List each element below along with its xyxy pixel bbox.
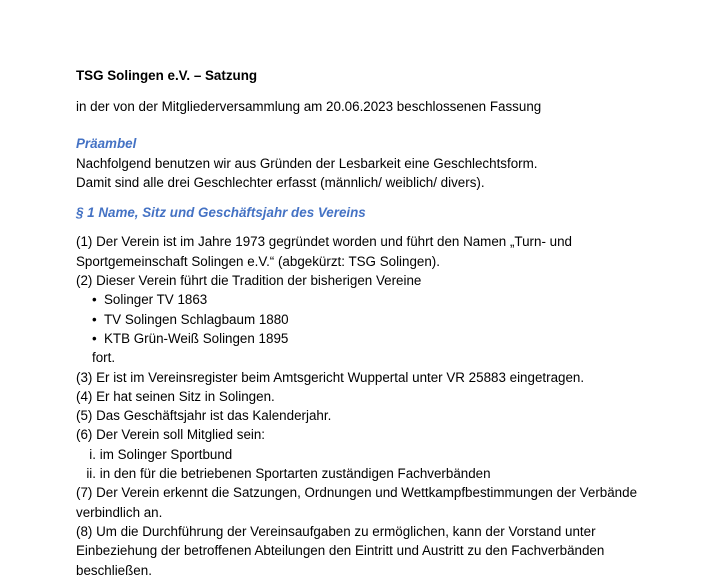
- paragraph-2-end: fort.: [92, 350, 116, 366]
- bullet-icon: •: [92, 311, 97, 327]
- document-subtitle: in der von der Mitgliederversammlung am 20.06.2023 beschlossenen Fassung: [76, 99, 542, 114]
- membership-list: [76, 445, 676, 484]
- paragraph-2: (2) Dieser Verein führt die Tradition der bisherigen Vereine: [76, 273, 422, 289]
- paragraph-1-line-1: (1) Der Verein ist im Jahre 1973 gegründet worden und führt den Namen „Turn- und: [76, 234, 572, 250]
- paragraph-4: (4) Er hat seinen Sitz in Solingen.: [76, 388, 275, 404]
- paragraph-7-line-1: (7) Der Verein erkennt die Satzungen, Ordnungen und Wettkampfbestimmungen der Verbände: [76, 485, 638, 501]
- document-page: [76, 66, 676, 580]
- bullet-icon: •: [92, 330, 97, 346]
- tradition-club-list: [76, 290, 676, 348]
- preamble-line-1: Nachfolgend benutzen wir aus Gründen der Lesbarkeit eine Geschlechtsform.: [76, 155, 538, 171]
- list-item: [76, 445, 676, 464]
- paragraph-5: (5) Das Geschäftsjahr ist das Kalenderjahr.: [76, 408, 332, 424]
- list-item: [76, 310, 676, 329]
- list-item-number: ii.: [86, 466, 96, 482]
- paragraph-7-line-2: verbindlich an.: [76, 504, 163, 520]
- list-item-text: TV Solingen Schlagbaum 1880: [104, 311, 289, 327]
- list-item-text: in den für die betriebenen Sportarten zuständigen Fachverbänden: [99, 466, 491, 482]
- preamble-line-2: Damit sind alle drei Geschlechter erfasst (männlich/ weiblich/ divers).: [76, 174, 485, 190]
- paragraph-8-line-1: (8) Um die Durchführung der Vereinsaufgaben zu ermöglichen, kann der Vorstand unter: [76, 523, 596, 539]
- preamble-heading: Präambel: [76, 136, 137, 152]
- paragraph-3: (3) Er ist im Vereinsregister beim Amtsgericht Wuppertal unter VR 25883 eingetragen.: [76, 369, 585, 385]
- list-item: [76, 290, 676, 309]
- list-item-text: KTB Grün-Weiß Solingen 1895: [104, 330, 289, 346]
- list-item: [76, 329, 676, 348]
- section-1-heading: § 1 Name, Sitz und Geschäftsjahr des Vereins: [76, 205, 366, 221]
- paragraph-8-line-2: Einbeziehung der betroffenen Abteilungen den Eintritt und Austritt zu den Fachverbänden: [76, 543, 605, 559]
- list-item-text: im Solinger Sportbund: [99, 446, 233, 462]
- list-item: [76, 464, 676, 483]
- list-item-text: Solinger TV 1863: [104, 292, 208, 308]
- list-item-number: i.: [89, 446, 96, 462]
- paragraph-6: (6) Der Verein soll Mitglied sein:: [76, 427, 266, 443]
- document-title: TSG Solingen e.V. – Satzung: [76, 68, 258, 83]
- paragraph-1-line-2: Sportgemeinschaft Solingen e.V.“ (abgekürzt: TSG Solingen).: [76, 253, 440, 269]
- bullet-icon: •: [92, 292, 97, 308]
- paragraph-8-line-3: beschließen.: [76, 562, 152, 578]
